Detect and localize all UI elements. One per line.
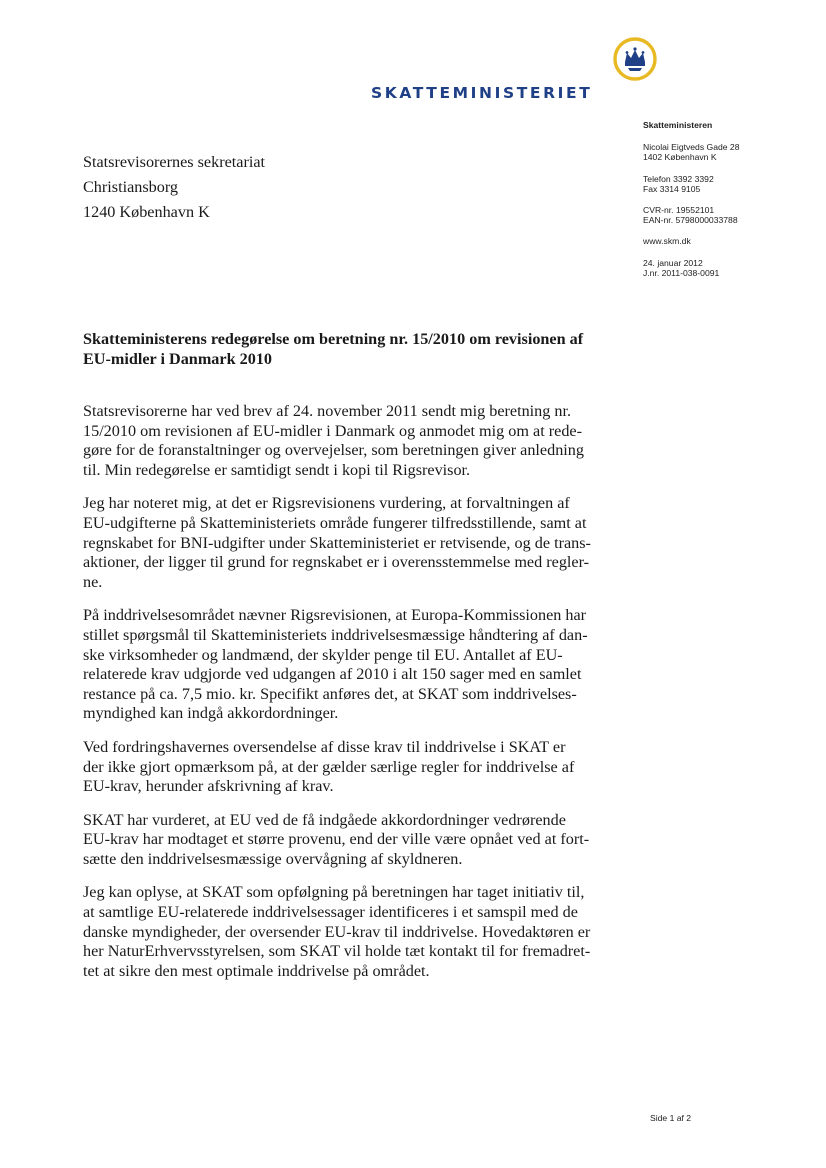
body-line: Ved fordringshavernes oversendelse af disse krav til inddrivelse i SKAT er (83, 737, 566, 756)
sender-web (643, 236, 818, 246)
sender-address-line: Nicolai Eigtveds Gade 28 (643, 142, 740, 153)
body-line: tet at sikre den mest optimale inddrivelse på området. (83, 961, 430, 980)
page-number: Side 1 af 2 (650, 1113, 692, 1123)
body-line: EU-krav har modtaget et større provenu, end der ville være opnået ved at fort- (83, 830, 590, 849)
body-line: at samtlige EU-relaterede inddrivelsessager identificeres i et samspil med de (83, 903, 578, 922)
letter-body (83, 402, 643, 995)
subject-line: EU-midler i Danmark 2010 (83, 350, 273, 368)
sender-phone (643, 174, 818, 194)
body-line: til. Min redegørelse er samtidigt sendt i kopi til Rigsrevisor. (83, 460, 471, 479)
sender-ids (643, 205, 818, 225)
body-line: 15/2010 om revisionen af EU-midler i Danmark og anmodet mig om at rede- (83, 421, 582, 440)
body-line: aktioner, der ligger til grund for regnskabet er i overensstemmelse med regler- (83, 553, 590, 572)
recipient-line: 1240 København K (83, 203, 210, 221)
body-line: stillet spørgsmål til Skatteministeriets inddrivelsesmæssige håndtering af dan- (83, 625, 588, 644)
sender-phone-line: Telefon 3392 3392 (643, 173, 714, 184)
sender-cvr: CVR-nr. 19552101 (643, 205, 715, 216)
logo-wordmark: SKATTEMINISTERIET (371, 84, 593, 102)
body-line: relaterede krav udgjorde ved udgangen af 2010 i alt 150 sager med en samlet (83, 665, 582, 684)
journal-number: J.nr. 2011-038-0091 (643, 267, 720, 278)
letter-date: 24. januar 2012 (643, 257, 703, 268)
sender-name: Skatteministeren (643, 120, 713, 130)
paragraph (83, 883, 643, 981)
crown-crest-icon (612, 34, 658, 84)
paragraph (83, 738, 643, 797)
sender-fax-line: Fax 3314 9105 (643, 183, 701, 194)
body-line: SKAT har vurderet, at EU ved de få indgåede akkordordninger vedrørende (83, 810, 566, 829)
sender-block (643, 120, 818, 289)
body-line: regnskabet for BNI-udgifter under Skatteministeriet er retvisende, og de trans- (83, 533, 591, 552)
body-line: restance på ca. 7,5 mio. kr. Specifikt anføres det, at SKAT som inddrivelses- (83, 684, 577, 703)
body-line: ske virksomheder og landmænd, der skylder penge til EU. Antallet af EU- (83, 645, 563, 664)
sender-address (643, 142, 818, 162)
paragraph (83, 402, 643, 480)
subject-line: Skatteministerens redegørelse om beretning nr. 15/2010 om revisionen af (83, 330, 584, 348)
paragraph (83, 606, 643, 724)
body-line: Statsrevisorerne har ved brev af 24. november 2011 sendt mig beretning nr. (83, 402, 572, 420)
recipient-address (83, 150, 483, 225)
letter-subject (83, 329, 643, 369)
letter-meta (643, 258, 818, 278)
paragraph (83, 811, 643, 870)
sender-website: www.skm.dk (643, 236, 691, 247)
body-line: gøre for de foranstaltninger og overvejelser, som beretningen giver anledning (83, 441, 584, 460)
paragraph (83, 494, 643, 592)
body-line: der ikke gjort opmærksom på, at der gælder særlige regler for inddrivelse af (83, 757, 575, 776)
body-line: EU-krav, herunder afskrivning af krav. (83, 777, 334, 796)
body-line: EU-udgifterne på Skatteministeriets område fungerer tilfredsstillende, samt at (83, 513, 587, 532)
body-line: myndighed kan indgå akkordordninger. (83, 704, 339, 723)
body-line: På inddrivelsesområdet nævner Rigsrevisionen, at Europa-Kommissionen har (83, 606, 587, 625)
body-line: Jeg har noteret mig, at det er Rigsrevisionens vurdering, at forvaltningen af (83, 494, 570, 513)
body-line: ne. (83, 572, 103, 591)
body-line: Jeg kan oplyse, at SKAT som opfølgning på beretningen har taget initiativ til, (83, 883, 585, 902)
body-line: sætte den inddrivelsesmæssige overvågning af skyldneren. (83, 849, 463, 868)
body-line: danske myndigheder, der oversender EU-krav til inddrivelse. Hovedaktøren er (83, 922, 591, 941)
sender-address-line: 1402 København K (643, 152, 717, 163)
body-line: her NaturErhvervsstyrelsen, som SKAT vil holde tæt kontakt til for fremadret- (83, 942, 591, 961)
recipient-line: Christiansborg (83, 178, 179, 196)
sender-ean: EAN-nr. 5798000033788 (643, 215, 738, 226)
recipient-line: Statsrevisorernes sekretariat (83, 153, 266, 171)
